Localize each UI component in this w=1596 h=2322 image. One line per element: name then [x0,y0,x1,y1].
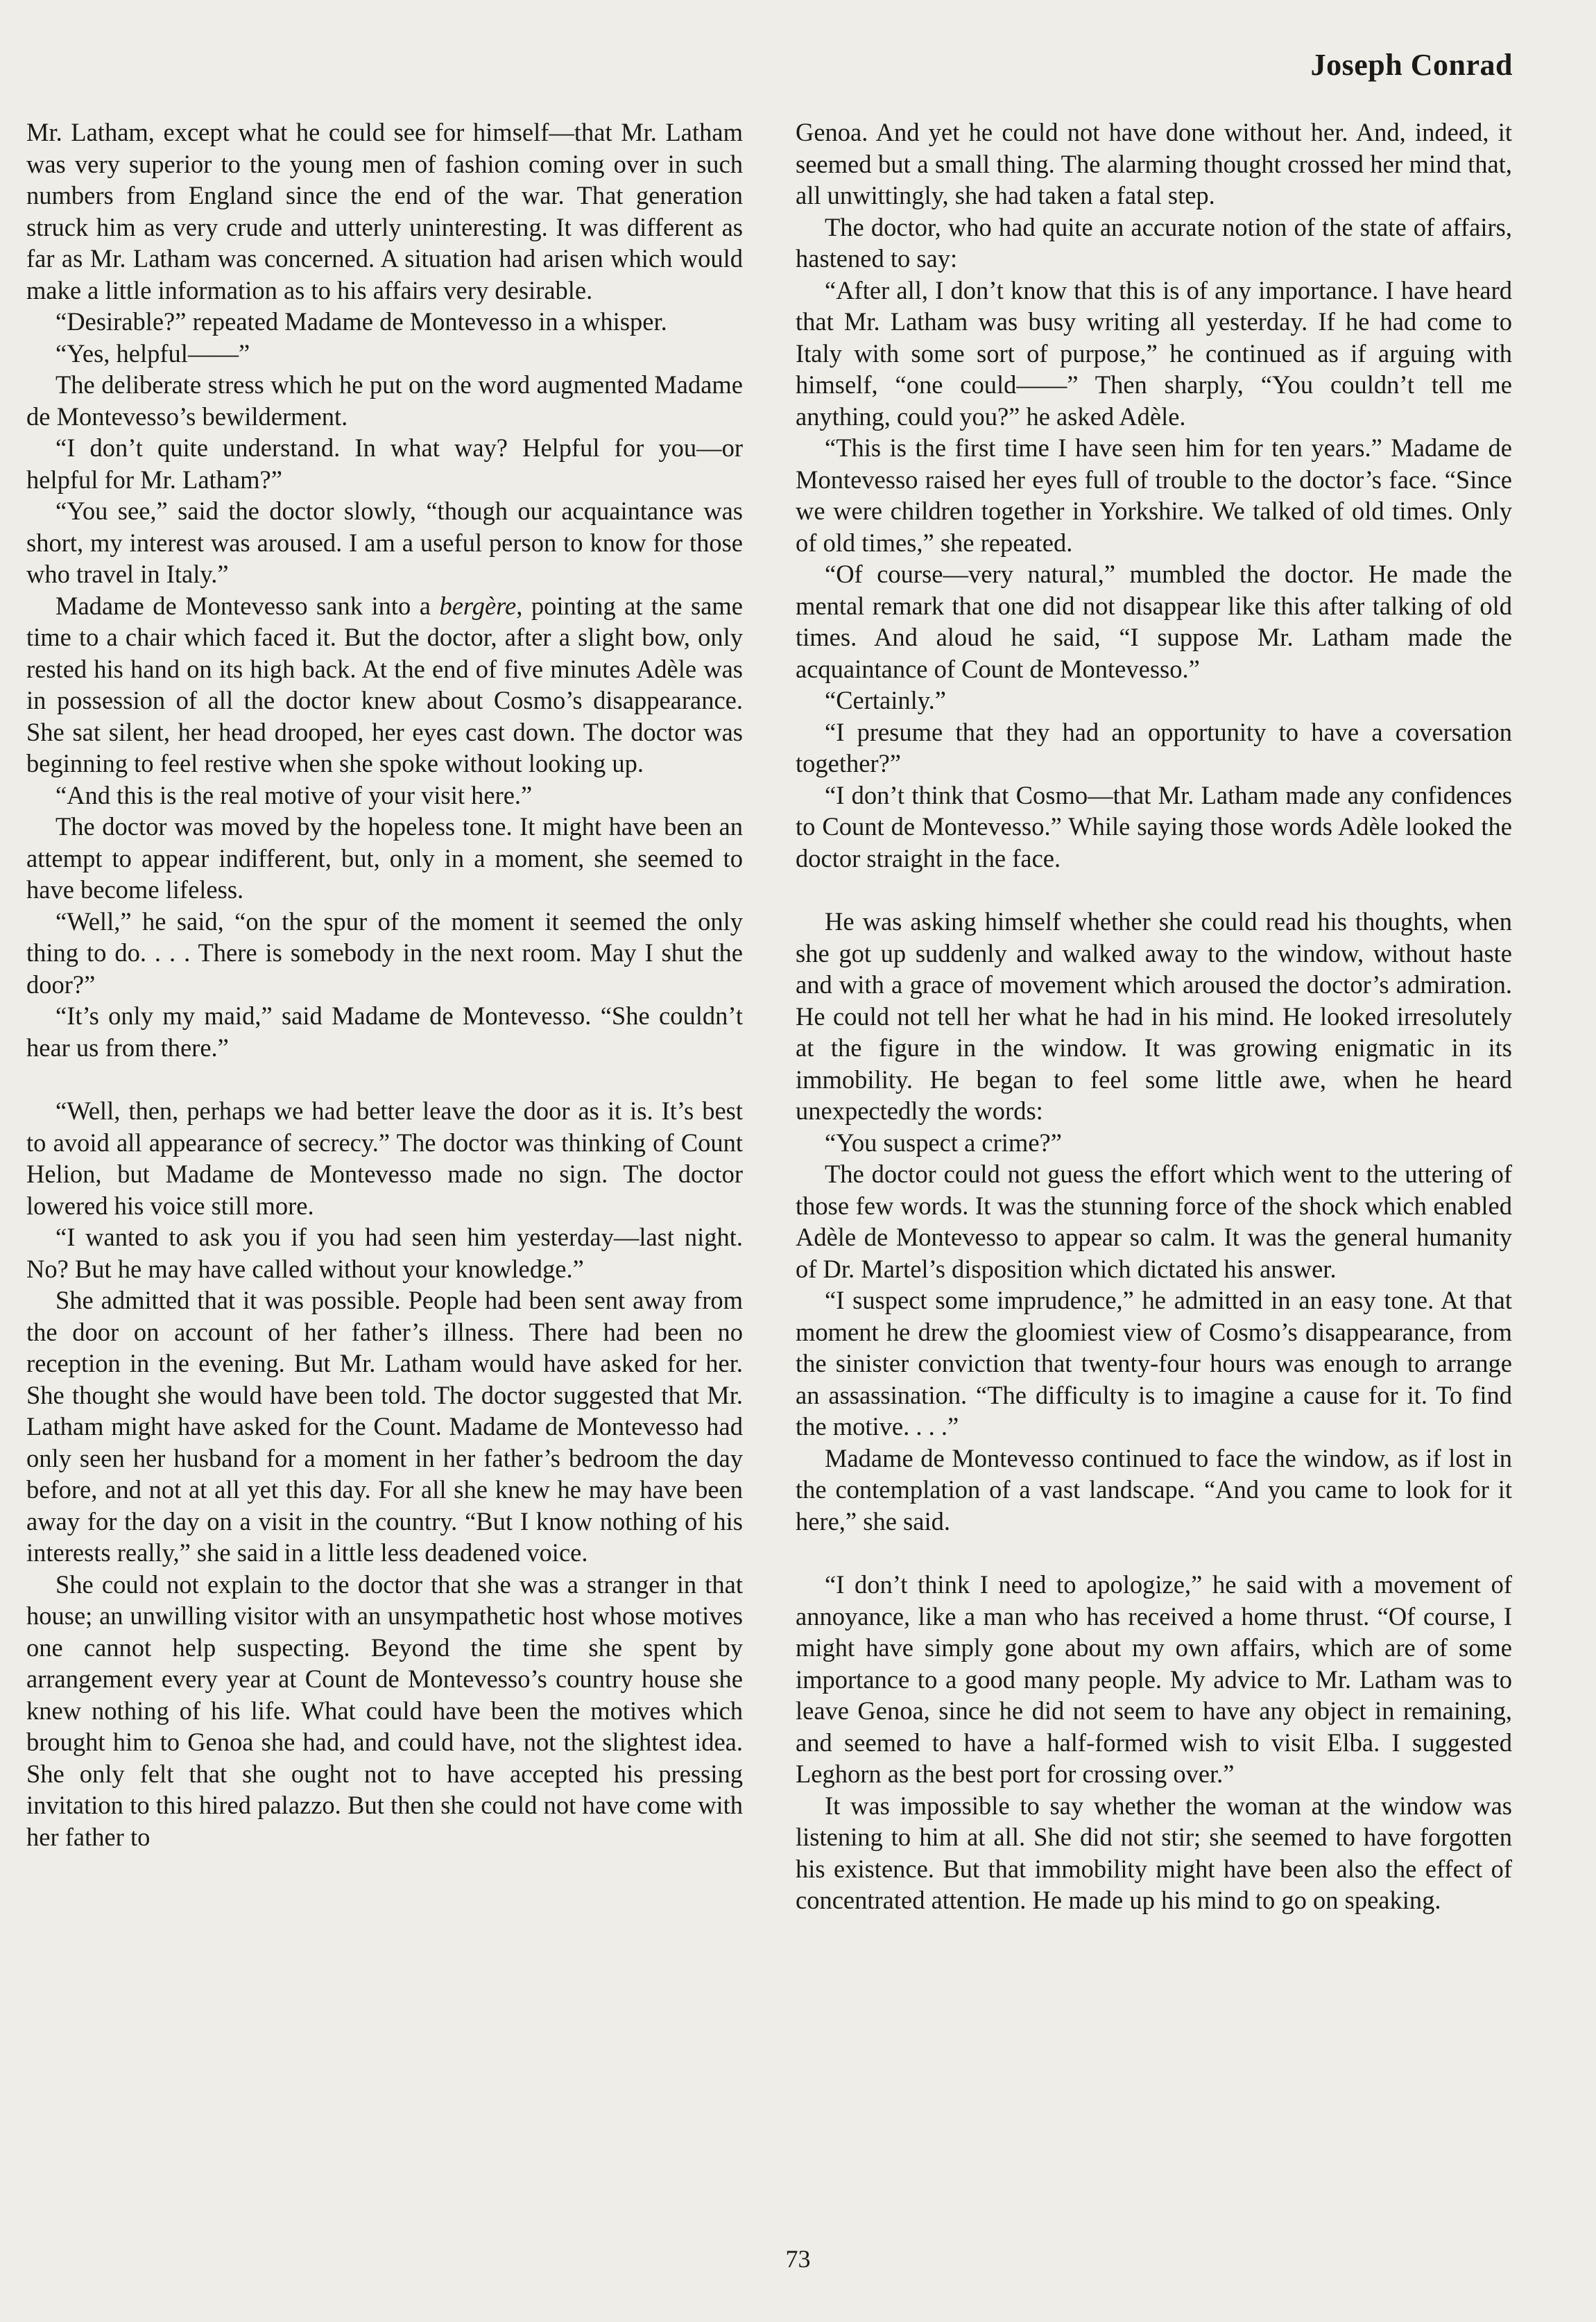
paragraph: Madame de Montevesso sank into a bergère, pointing at the same time to a chair which faced it. But the doctor, after a slight bow, only rested his hand on its high back. At the end of five minutes Adèle was in possession of all the doctor knew about Cosmo’s disappearance. She sat silent, her head drooped, her eyes cast down. The doctor was beginning to feel restive when she spoke without looking up. [26,591,743,777]
paragraph: “I don’t think I need to apologize,” he said with a movement of annoyance, like a man who has received a home thrust. “Of course, I might have simply gone about my own affairs, which are of some importance to a good many people. My advice to Mr. Latham was to leave Genoa, since he did not seem to have any object in remaining, and seemed to have a half-formed wish to visit Elba. I suggested Leghorn as the best port for crossing over.” [796,1570,1512,1788]
paragraph: “I wanted to ask you if you had seen him yesterday—last night. No? But he may have called without your knowledge.” [26,1223,743,1283]
paragraph: The deliberate stress which he put on the word augmented Madame de Montevesso’s bewilderment. [26,370,743,431]
paragraph: “You see,” said the doctor slowly, “though our acquaintance was short, my interest was aroused. I am a useful person to know for those who travel in Italy.” [26,497,743,588]
paragraph: Madame de Montevesso continued to face the window, as if lost in the contemplation of a vast landscape. “And you came to look for it here,” she said. [796,1443,1512,1536]
italic-term: bergère [439,591,517,620]
running-head: Joseph Conrad [1310,48,1513,82]
paragraph: “I don’t quite understand. In what way? Helpful for you—or helpful for Mr. Latham?” [26,433,743,494]
paragraph: The doctor could not guess the effort which went to the uttering of those few words. It was the stunning force of the shock which enabled Adèle de Montevesso to appear so calm. It was the general humanity of Dr. Martel’s disposition which dictated his answer. [796,1160,1512,1283]
paragraph: Mr. Latham, except what he could see for himself—that Mr. Latham was very superior to the young men of fashion coming over in such numbers from England since the end of the war. That generation struck him as very crude and utterly uninteresting. It was different as far as Mr. Latham was concerned. A situation had arisen which would make a little information as to his affairs very desirable. [26,118,743,304]
paragraph: “This is the first time I have seen him for ten years.” Madame de Montevesso raised her eyes full of trouble to the doctor’s face. “Since we were children together in Yorkshire. We talked of old times. Only of old times,” she repeated. [796,433,1512,557]
paragraph: “It’s only my maid,” said Madame de Montevesso. “She couldn’t hear us from there.” [26,1001,743,1062]
paragraph: “I suspect some imprudence,” he admitted in an easy tone. At that moment he drew the gloomiest view of Cosmo’s disappearance, from the sinister conviction that twenty-four hours was enough to arrange an assassination. “The difficulty is to imagine a cause for it. To find the motive. . . .” [796,1286,1512,1440]
page-number: 73 [785,2245,811,2273]
paragraph: “And this is the real motive of your visit here.” [55,780,533,809]
paragraph: She could not explain to the doctor that she was a stranger in that house; an unwilling visitor with an unsympathetic host whose motives one cannot help suspecting. Beyond the time she spent by arrangement every year at Count de Montevesso’s country house she knew nothing of his life. What could have been the motives which brought him to Genoa she had, and could have, not the slightest idea. She only felt that she ought not to have accepted his pressing invitation to this hired palazzo. But then she could not have come with her father to [26,1570,743,1851]
left-column [26,117,743,2197]
paragraph: Genoa. And yet he could not have done without her. And, indeed, it seemed but a small thing. The alarming thought crossed her mind that, all unwittingly, she had taken a fatal step. [796,118,1512,209]
paragraph: He was asking himself whether she could read his thoughts, when she got up suddenly and walked away to the window, without haste and with a grace of movement which aroused the doctor’s admiration. He could not tell her what he had in his mind. He looked irresolutely at the figure in the window. It was growing enigmatic in its immobility. He began to feel some little awe, when he heard unexpectedly the words: [796,907,1512,1125]
paragraph: “Desirable?” repeated Madame de Montevesso in a whisper. [55,307,667,336]
paragraph: “Of course—very natural,” mumbled the doctor. He made the mental remark that one did not disappear like this after talking of old times. And aloud he said, “I suppose Mr. Latham made the acquaintance of Count de Montevesso.” [796,560,1512,683]
paragraph: The doctor, who had quite an accurate notion of the state of affairs, hastened to say: [796,212,1512,273]
paragraph: “Yes, helpful——” [55,338,250,368]
paragraph: “Certainly.” [825,686,946,714]
paragraph: “Well,” he said, “on the spur of the moment it seemed the only thing to do. . . . There is somebody in the next room. May I shut the door?” [26,906,743,999]
paragraph: She admitted that it was possible. People had been sent away from the door on account of her father’s illness. There had been no reception in the evening. But Mr. Latham would have asked for her. She thought she would have been told. The doctor suggested that Mr. Latham might have asked for the Count. Madame de Montevesso had only seen her husband for a moment in her father’s bedroom the day before, and not at all yet this day. For all she knew he may have been away for the day on a visit in the country. “But I know nothing of his interests really,” she said in a little less deadened voice. [26,1286,743,1567]
paragraph: “You suspect a crime?” [825,1128,1062,1157]
paragraph: It was impossible to say whether the woman at the window was listening to him at all. She did not stir; she seemed to have forgotten his existence. But that immobility might have been also the effect of concentrated attention. He made up his mind to go on speaking. [796,1791,1512,1914]
paragraph: “I don’t think that Cosmo—that Mr. Latham made any confidences to Count de Montevesso.” While saying those words Adèle looked the doctor straight in the face. [796,780,1512,872]
paragraph: The doctor was moved by the hopeless tone. It might have been an attempt to appear indifferent, but, only in a moment, she seemed to have become lifeless. [26,812,743,904]
right-column [796,117,1512,2197]
paragraph: “After all, I don’t know that this is of any importance. I have heard that Mr. Latham was busy writing all yesterday. If he had come to Italy with some sort of purpose,” he continued as if arguing with himself, “one could——” Then sharply, “You couldn’t tell me anything, could you?” he asked Adèle. [796,275,1512,431]
paragraph: “I presume that they had an opportunity to have a coversation together?” [796,717,1512,777]
paragraph: “Well, then, perhaps we had better leave the door as it is. It’s best to avoid all appearance of secrecy.” The doctor was thinking of Count Helion, but Madame de Montevesso made no sign. The doctor lowered his voice still more. [26,1096,743,1220]
